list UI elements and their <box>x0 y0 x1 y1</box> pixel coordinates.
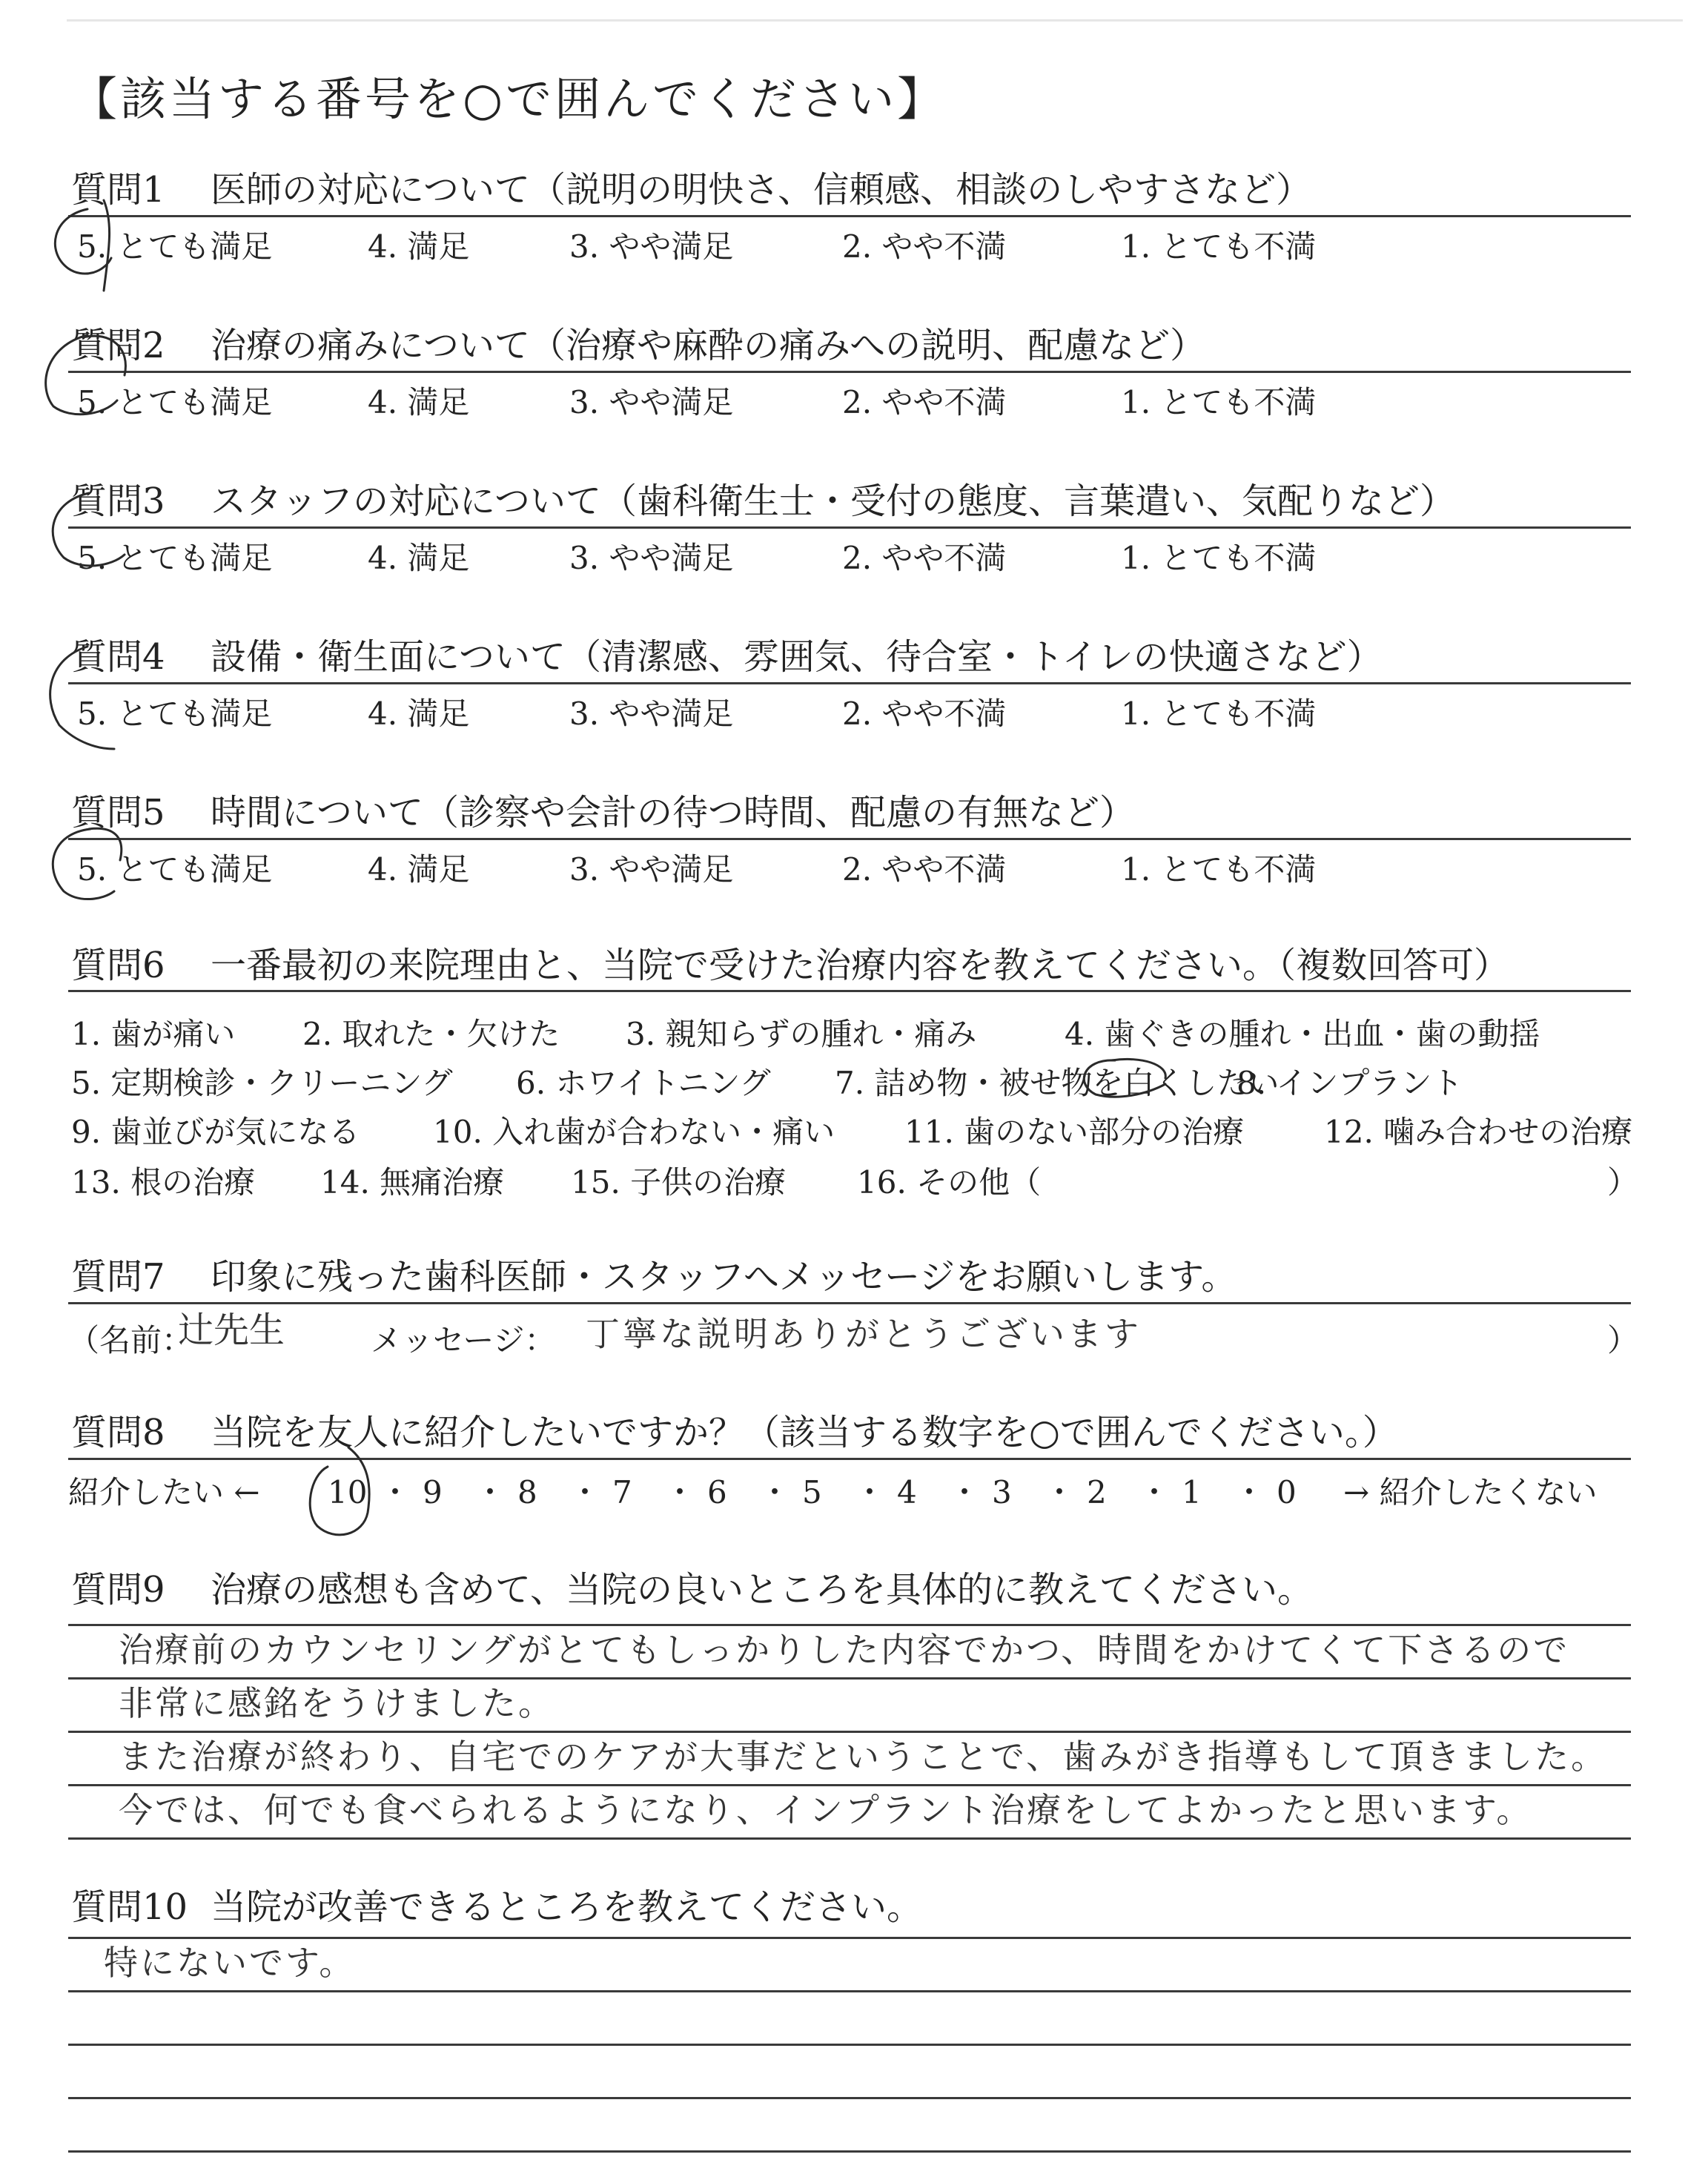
question-5 <box>71 792 1136 833</box>
top-border <box>67 19 1683 22</box>
q6-option[interactable]: 15. 子供の治療 <box>571 1164 787 1200</box>
rating-option[interactable]: 4. 満足 <box>368 540 470 576</box>
q6-option[interactable]: 9. 歯並びが気になる <box>71 1114 360 1150</box>
q6-option[interactable]: 5. 定期検診・クリーニング <box>71 1065 453 1101</box>
question-number: 質問9 <box>71 1569 165 1611</box>
message-close-paren: ） <box>1607 1322 1639 1358</box>
question-number: 質問7 <box>71 1256 165 1298</box>
rating-option[interactable]: 1. とても不満 <box>1121 851 1317 888</box>
q6-option[interactable]: 4. 歯ぐきの腫れ・出血・歯の動揺 <box>1065 1016 1540 1052</box>
question-number: 質問5 <box>71 792 165 833</box>
message-label: メッセージ： <box>371 1322 556 1358</box>
answer-rule <box>68 1837 1631 1840</box>
scale-separator: ・ <box>569 1474 601 1510</box>
question-number: 質問3 <box>71 480 165 522</box>
handwritten-answer-line: 今では、何でも食べられるようになり、インプラント治療をしてよかったと思います。 <box>119 1790 1533 1830</box>
question-text: 当院が改善できるところを教えてください。 <box>211 1886 923 1928</box>
rating-option[interactable]: 2. やや不満 <box>842 851 1007 888</box>
scale-value[interactable]: 4 <box>897 1474 917 1510</box>
question-3 <box>71 480 1456 522</box>
answer-rule <box>68 1302 1631 1304</box>
scale-value[interactable]: 7 <box>612 1474 632 1510</box>
q6-option[interactable]: 14. 無痛治療 <box>320 1164 505 1200</box>
q6-option[interactable]: 2. 取れた・欠けた <box>302 1016 560 1052</box>
question-number: 質問4 <box>71 636 165 678</box>
rating-option[interactable]: 1. とても不満 <box>1121 540 1317 576</box>
answer-rule <box>68 2097 1631 2099</box>
rating-option[interactable]: 1. とても不満 <box>1121 384 1317 420</box>
rating-option[interactable]: 1. とても不満 <box>1121 696 1317 732</box>
question-number: 質問1 <box>71 169 165 211</box>
question-9 <box>71 1569 1314 1611</box>
question-text: 一番最初の来院理由と、当院で受けた治療内容を教えてください。（複数回答可） <box>211 945 1510 986</box>
question-number: 質問6 <box>71 945 165 986</box>
handwritten-answer-line: 治療前のカウンセリングがとてもしっかりした内容でかつ、時間をかけてくて下さるので <box>119 1630 1570 1670</box>
rating-option[interactable]: 2. やや不満 <box>842 540 1007 576</box>
question-8 <box>71 1412 1398 1453</box>
rating-option[interactable]: 5. とても満足 <box>77 384 273 420</box>
scale-separator: ・ <box>949 1474 981 1510</box>
scale-separator: ・ <box>1139 1474 1171 1510</box>
scale-separator: ・ <box>1044 1474 1076 1510</box>
rating-option[interactable]: 4. 満足 <box>368 384 470 420</box>
question-text: 時間について（診察や会計の待つ時間、配慮の有無など） <box>211 792 1136 833</box>
other-close-paren: ） <box>1607 1164 1639 1200</box>
rating-option[interactable]: 3. やや満足 <box>569 540 734 576</box>
handwritten-answer-line: また治療が終わり、自宅でのケアが大事だということで、歯みがき指導もして頂きました。 <box>119 1737 1608 1777</box>
q6-option[interactable]: 16. その他（ <box>857 1164 1042 1200</box>
question-number: 質問10 <box>71 1886 188 1928</box>
question-7 <box>71 1256 1237 1298</box>
rating-option[interactable]: 5. とても満足 <box>77 696 273 732</box>
scale-left-label: 紹介したい ← <box>68 1474 260 1510</box>
q6-option[interactable]: 10. 入れ歯が合わない・痛い <box>433 1114 835 1150</box>
scale-value[interactable]: 6 <box>707 1474 727 1510</box>
q6-option[interactable]: 13. 根の治療 <box>71 1164 256 1200</box>
answer-rule <box>68 1937 1631 1939</box>
question-text: 当院を友人に紹介したいですか？（該当する数字を○で囲んでください。） <box>211 1412 1398 1453</box>
scale-separator: ・ <box>854 1474 886 1510</box>
q6-option[interactable]: 7. 詰め物・被せ物を白くしたい <box>835 1065 1280 1101</box>
rating-option[interactable]: 2. やや不満 <box>842 384 1007 420</box>
question-text: スタッフの対応について（歯科衛生士・受付の態度、言葉遣い、気配りなど） <box>211 480 1456 522</box>
answer-rule <box>68 2044 1631 2046</box>
answer-rule <box>68 1458 1631 1460</box>
answer-rule <box>68 1624 1631 1626</box>
handwritten-answer-line: 特にないです。 <box>104 1943 356 1983</box>
rating-option[interactable]: 4. 満足 <box>368 228 470 265</box>
scale-separator: ・ <box>380 1474 411 1510</box>
scale-separator: ・ <box>474 1474 506 1510</box>
scale-value[interactable]: 2 <box>1087 1474 1107 1510</box>
message-value: 丁寧な説明ありがとうございます <box>586 1314 1142 1354</box>
q6-option[interactable]: 8. インプラント <box>1237 1065 1463 1101</box>
scale-value[interactable]: 1 <box>1182 1474 1202 1510</box>
question-1 <box>71 169 1312 211</box>
answer-rule <box>68 1990 1631 1992</box>
rating-option[interactable]: 3. やや満足 <box>569 696 734 732</box>
question-text: 治療の痛みについて（治療や麻酔の痛みへの説明、配慮など） <box>211 325 1206 366</box>
rating-option[interactable]: 3. やや満足 <box>569 384 734 420</box>
scale-separator: ・ <box>759 1474 791 1510</box>
rating-option[interactable]: 4. 満足 <box>368 696 470 732</box>
question-4 <box>71 636 1383 678</box>
rating-option[interactable]: 2. やや不満 <box>842 228 1007 265</box>
question-text: 医師の対応について（説明の明快さ、信頼感、相談のしやすさなど） <box>211 169 1312 211</box>
answer-rule <box>68 1784 1631 1786</box>
q6-option[interactable]: 6. ホワイトニング <box>516 1065 771 1101</box>
question-2 <box>71 325 1206 366</box>
rating-option[interactable]: 4. 満足 <box>368 851 470 888</box>
answer-rule <box>68 838 1631 840</box>
answer-rule <box>68 526 1631 529</box>
scale-value[interactable]: 8 <box>517 1474 537 1510</box>
answer-rule <box>68 371 1631 373</box>
answer-rule <box>68 1731 1631 1733</box>
scale-separator: ・ <box>1234 1474 1265 1510</box>
rating-option[interactable]: 5. とても満足 <box>77 228 273 265</box>
q6-option[interactable]: 12. 噛み合わせの治療 <box>1324 1114 1633 1150</box>
rating-option[interactable]: 1. とても不満 <box>1121 228 1317 265</box>
name-value: 辻先生 <box>178 1309 285 1351</box>
q6-option[interactable]: 1. 歯が痛い <box>71 1016 236 1052</box>
scale-value[interactable]: 0 <box>1277 1474 1297 1510</box>
scale-value[interactable]: 10 <box>328 1474 368 1510</box>
answer-rule <box>68 682 1631 684</box>
answer-rule <box>68 990 1631 992</box>
rating-option[interactable]: 2. やや不満 <box>842 696 1007 732</box>
form-heading: 【該当する番号を○で囲んでください】 <box>71 72 947 126</box>
q6-option[interactable]: 3. 親知らずの腫れ・痛み <box>626 1016 977 1052</box>
question-10 <box>71 1886 923 1928</box>
name-label: （名前： <box>68 1322 193 1358</box>
answer-rule <box>68 215 1631 217</box>
scale-value[interactable]: 3 <box>992 1474 1012 1510</box>
question-text: 印象に残った歯科医師・スタッフへメッセージをお願いします。 <box>211 1256 1237 1298</box>
scale-value[interactable]: 9 <box>423 1474 443 1510</box>
answer-rule <box>68 2150 1631 2153</box>
question-number: 質問8 <box>71 1412 165 1453</box>
rating-option[interactable]: 3. やや満足 <box>569 228 734 265</box>
question-text: 設備・衛生面について（清潔感、雰囲気、待合室・トイレの快適さなど） <box>211 636 1383 678</box>
rating-option[interactable]: 5. とても満足 <box>77 540 273 576</box>
rating-option[interactable]: 5. とても満足 <box>77 851 273 888</box>
rating-option[interactable]: 3. やや満足 <box>569 851 734 888</box>
answer-rule <box>68 1677 1631 1680</box>
handwritten-answer-line: 非常に感銘をうけました。 <box>119 1683 555 1723</box>
scale-separator: ・ <box>664 1474 696 1510</box>
question-number: 質問2 <box>71 325 165 366</box>
question-6 <box>71 945 1510 986</box>
scale-right-label: → 紹介したくない <box>1343 1474 1598 1510</box>
question-text: 治療の感想も含めて、当院の良いところを具体的に教えてください。 <box>211 1569 1314 1611</box>
scale-value[interactable]: 5 <box>802 1474 822 1510</box>
q6-option[interactable]: 11. 歯のない部分の治療 <box>904 1114 1245 1150</box>
